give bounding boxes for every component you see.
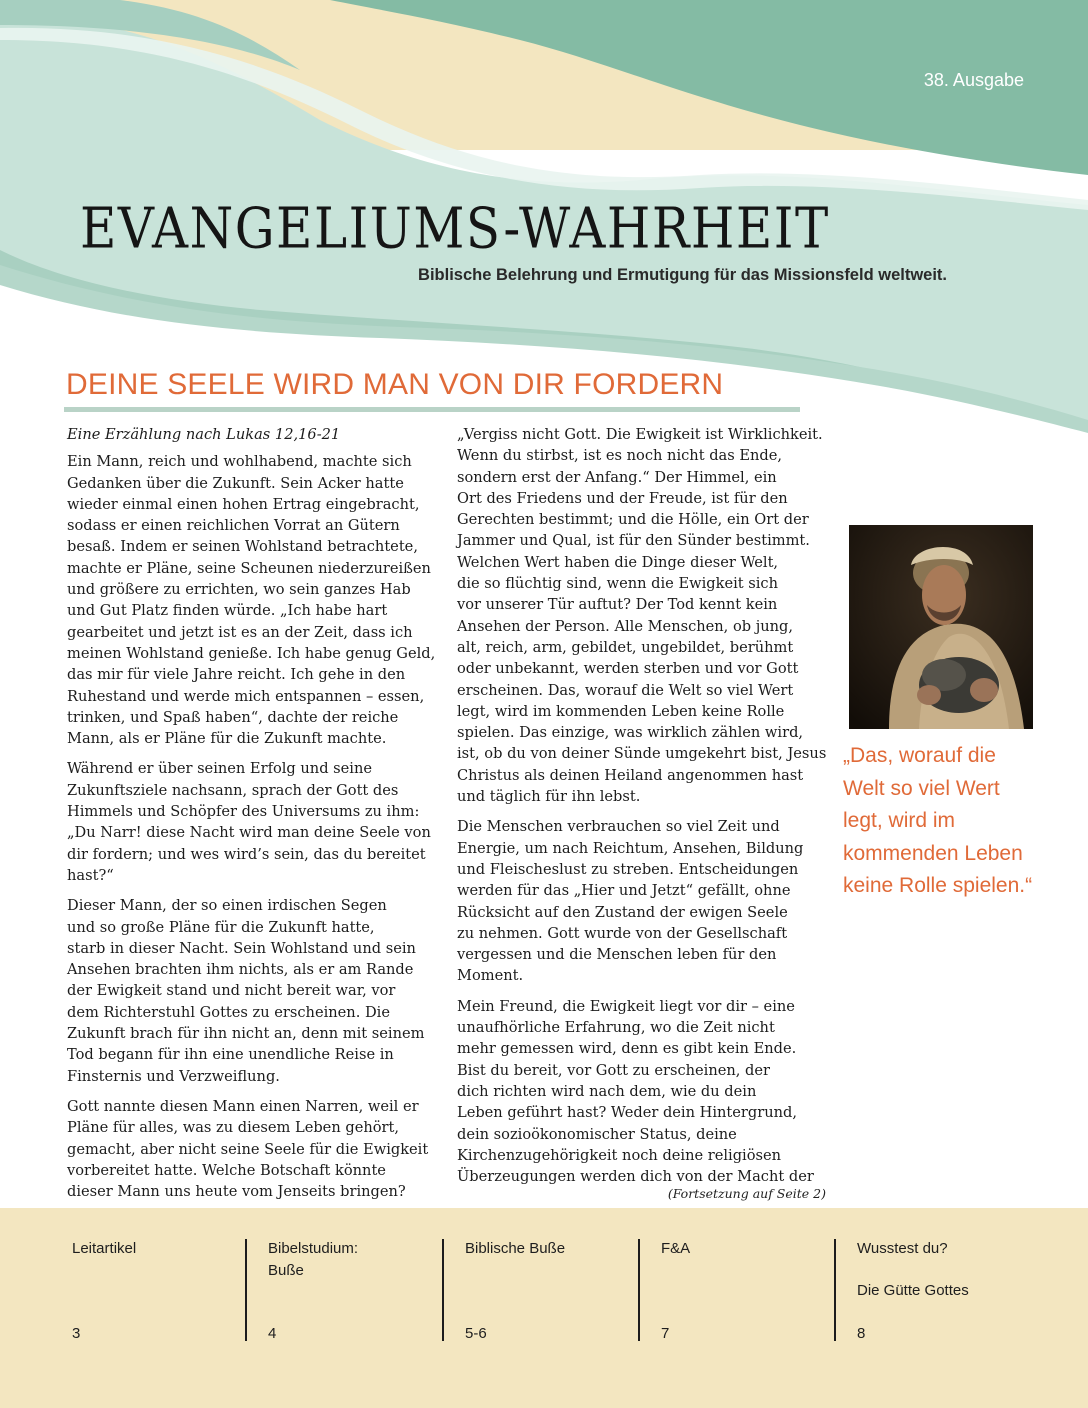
text-line: und größere zu errichten, wo sein ganzes Hab: [67, 581, 411, 599]
text-line: unaufhörliche Erfahrung, wo die Zeit nicht: [457, 1019, 775, 1037]
pull-quote: [843, 740, 1053, 903]
article-paragraph: [457, 996, 829, 1188]
toc-entry[interactable]: [268, 1238, 448, 1348]
man-holding-pouch-photo: [849, 525, 1033, 729]
text-line: vor unserer Tür auftut? Der Tod kennt kein: [457, 596, 778, 614]
text-line: Leben geführt hast? Weder dein Hintergrund,: [457, 1104, 798, 1122]
text-line: Himmels und Schöpfer des Universums zu ihm:: [67, 803, 420, 821]
masthead-title: EVANGELIUMS-WAHRHEIT: [80, 196, 830, 261]
text-line: legt, wird im kommenden Leben keine Rolle: [457, 702, 785, 720]
toc-entry[interactable]: [857, 1238, 1037, 1348]
text-line: die so flüchtig sind, wenn die Ewigkeit sich: [457, 575, 778, 593]
text-line: starb in dieser Nacht. Sein Wohlstand und sein: [67, 939, 416, 957]
text-line: sondern erst der Anfang.“ Der Himmel, ein: [457, 468, 777, 486]
text-line: sodass er einen reichlichen Vorrat an Gütern: [67, 517, 400, 535]
text-line: Ansehen brachten ihm nichts, als er am Rande: [67, 961, 414, 979]
text-line: Gedanken über die Zukunft. Sein Acker hatte: [67, 474, 404, 492]
continuation-note: (Fortsetzung auf Seite 2): [667, 1186, 826, 1201]
text-line: hast?“: [67, 866, 114, 884]
toc-title: Wusstest du?: [857, 1240, 948, 1257]
text-line: spielen. Das einzige, was wirklich zählen wird,: [457, 724, 804, 742]
masthead-tagline: Biblische Belehrung und Ermutigung für das Missionsfeld weltweit.: [418, 266, 947, 284]
text-line: Tod begann für ihn eine unendliche Reise in: [67, 1046, 394, 1064]
headline-rule: [64, 407, 800, 412]
toc-divider: [638, 1239, 640, 1341]
text-line: Welchen Wert haben die Dinge dieser Welt,: [457, 553, 779, 571]
toc-divider: [245, 1239, 247, 1341]
text-line: werden für das „Hier und Jetzt“ gefällt, ohne: [457, 882, 791, 900]
text-line: dem Richterstuhl Gottes zu erscheinen. Die: [67, 1003, 390, 1021]
article-paragraph: [67, 451, 437, 749]
text-line: Pläne für alles, was zu diesem Leben gehört,: [67, 1119, 400, 1137]
toc-page-number: 8: [857, 1325, 866, 1342]
text-line: Zukunft brach für ihn nicht an, denn mit seinem: [67, 1025, 425, 1043]
toc-title: Leitartikel: [72, 1240, 137, 1257]
text-line: Jammer und Qual, ist für den Sünder bestimmt.: [457, 532, 810, 550]
toc-page-number: 5-6: [465, 1325, 487, 1342]
text-line: Überzeugungen werden dich von der Macht der: [457, 1168, 814, 1186]
pull-quote-line: kommenden Leben: [843, 841, 1023, 865]
toc-page-number: 3: [72, 1325, 81, 1342]
text-line: das mir für viele Jahre reicht. Ich gehe in den: [67, 666, 406, 684]
text-line: „Vergiss nicht Gott. Die Ewigkeit ist Wirklichkeit.: [457, 426, 823, 443]
text-line: Gott nannte diesen Mann einen Narren, weil er: [67, 1097, 419, 1115]
text-line: Dieser Mann, der so einen irdischen Segen: [67, 897, 387, 915]
article-paragraph: [457, 424, 829, 807]
article-paragraph: [67, 758, 437, 886]
toc-entry[interactable]: [661, 1238, 841, 1348]
toc-subtitle: Die Gütte Gottes: [857, 1282, 969, 1299]
text-line: besaß. Indem er seinen Wohlstand betrachtete,: [67, 538, 418, 556]
text-line: dieser Mann uns heute vom Jenseits bringen?: [67, 1183, 406, 1201]
text-line: gearbeitet und jetzt ist es an der Zeit, dass ich: [67, 623, 413, 641]
text-line: mehr gemessen wird, denn es gibt kein Ende.: [457, 1040, 797, 1058]
text-line: und täglich für ihn lebst.: [457, 788, 641, 806]
text-line: Christus als deinen Heiland angenommen hast: [457, 766, 804, 784]
text-line: Während er über seinen Erfolg und seine: [67, 760, 373, 778]
text-line: Mein Freund, die Ewigkeit liegt vor dir – eine: [457, 997, 795, 1015]
text-line: Ansehen der Person. Alle Menschen, ob jung,: [457, 617, 794, 635]
text-line: dein sozioökonomischer Status, deine: [457, 1125, 737, 1143]
article-paragraph: [457, 816, 829, 986]
text-line: der Ewigkeit stand und nicht bereit war, vor: [67, 982, 396, 1000]
article-column-2: [457, 424, 829, 1196]
text-line: „Du Narr! diese Nacht wird man deine Seele von: [67, 824, 431, 842]
issue-number: 38. Ausgabe: [923, 70, 1024, 90]
text-line: dich richten wird nach dem, wie du dein: [457, 1082, 757, 1100]
text-line: und Gut Platz finden würde. „Ich habe hart: [67, 602, 388, 620]
text-line: Die Menschen verbrauchen so viel Zeit und: [457, 818, 780, 836]
text-line: und Fleischeslust zu streben. Entscheidungen: [457, 860, 799, 878]
text-line: erscheinen. Das, worauf die Welt so viel Wert: [457, 681, 794, 699]
text-line: wieder einmal einen hohen Ertrag eingebracht,: [67, 495, 420, 513]
text-line: Energie, um nach Reichtum, Ansehen, Bildung: [457, 839, 804, 857]
text-line: alt, reich, arm, gebildet, ungebildet, berühmt: [457, 638, 794, 656]
text-line: Rücksicht auf den Zustand der ewigen Seele: [457, 903, 788, 921]
toc-title: F&A: [661, 1240, 691, 1257]
text-line: vergessen und die Menschen leben für den: [457, 946, 777, 964]
text-line: meinen Wohlstand genieße. Ich habe genug Geld,: [67, 644, 436, 662]
toc-entry[interactable]: [465, 1238, 645, 1348]
toc-title: Biblische Buße: [465, 1240, 566, 1257]
toc-divider: [834, 1239, 836, 1341]
pull-quote-line: Welt so viel Wert: [843, 776, 1000, 800]
text-line: Gerechten bestimmt; und die Hölle, ein Ort der: [457, 511, 809, 529]
text-line: oder unbekannt, werden sterben und vor Gott: [457, 660, 799, 678]
text-line: Zukunftsziele nachsann, sprach der Gott des: [67, 781, 399, 799]
text-line: Ort des Friedens und der Freude, ist für den: [457, 489, 788, 507]
text-line: zu nehmen. Gott wurde von der Gesellschaft: [457, 924, 788, 942]
text-line: Moment.: [457, 967, 524, 985]
toc-page-number: 4: [268, 1325, 277, 1342]
text-line: dir fordern; und wes wird’s sein, das du bereitet: [67, 845, 426, 863]
article-headline: DEINE SEELE WIRD MAN VON DIR FORDERN: [66, 368, 724, 401]
text-line: gemacht, aber nicht seine Seele für die Ewigkeit: [67, 1140, 429, 1158]
pull-quote-line: legt, wird im: [843, 809, 956, 832]
article-paragraph: [67, 895, 437, 1087]
text-line: trinken, und Spaß haben“, dachte der reiche: [67, 708, 399, 726]
article-column-1: [67, 424, 437, 1211]
toc-divider: [442, 1239, 444, 1341]
toc-page-number: 7: [661, 1325, 670, 1342]
text-line: ist, ob du von deiner Sünde umgekehrt bist, Jesus: [457, 745, 827, 763]
text-line: Wenn du stirbst, ist es noch nicht das Ende,: [457, 447, 783, 465]
text-line: und so große Pläne für die Zukunft hatte,: [67, 918, 375, 936]
text-line: machte er Pläne, seine Scheunen niederzureißen: [67, 559, 431, 577]
pull-quote-line: „Das, worauf die: [843, 744, 996, 767]
text-line: Mann, als er Pläne für die Zukunft machte.: [67, 730, 387, 748]
text-line: Ruhestand und werde mich entspannen – essen,: [67, 687, 425, 705]
text-line: vorbereitet hatte. Welche Botschaft könnte: [67, 1161, 386, 1179]
toc-entry[interactable]: [72, 1238, 252, 1348]
text-line: Finsternis und Verzweiflung.: [67, 1067, 280, 1085]
article-paragraph: [67, 1096, 437, 1202]
pull-quote-line: keine Rolle spielen.“: [843, 874, 1033, 897]
text-line: Bist du bereit, vor Gott zu erscheinen, der: [457, 1061, 770, 1079]
table-of-contents: [0, 1208, 1088, 1408]
text-line: Kirchenzugehörigkeit noch deine religiösen: [457, 1146, 782, 1164]
toc-title: Bibelstudium: Buße: [268, 1240, 359, 1279]
article-subtitle: Eine Erzählung nach Lukas 12,16-21: [67, 426, 341, 443]
text-line: Ein Mann, reich und wohlhabend, machte sich: [67, 453, 412, 471]
